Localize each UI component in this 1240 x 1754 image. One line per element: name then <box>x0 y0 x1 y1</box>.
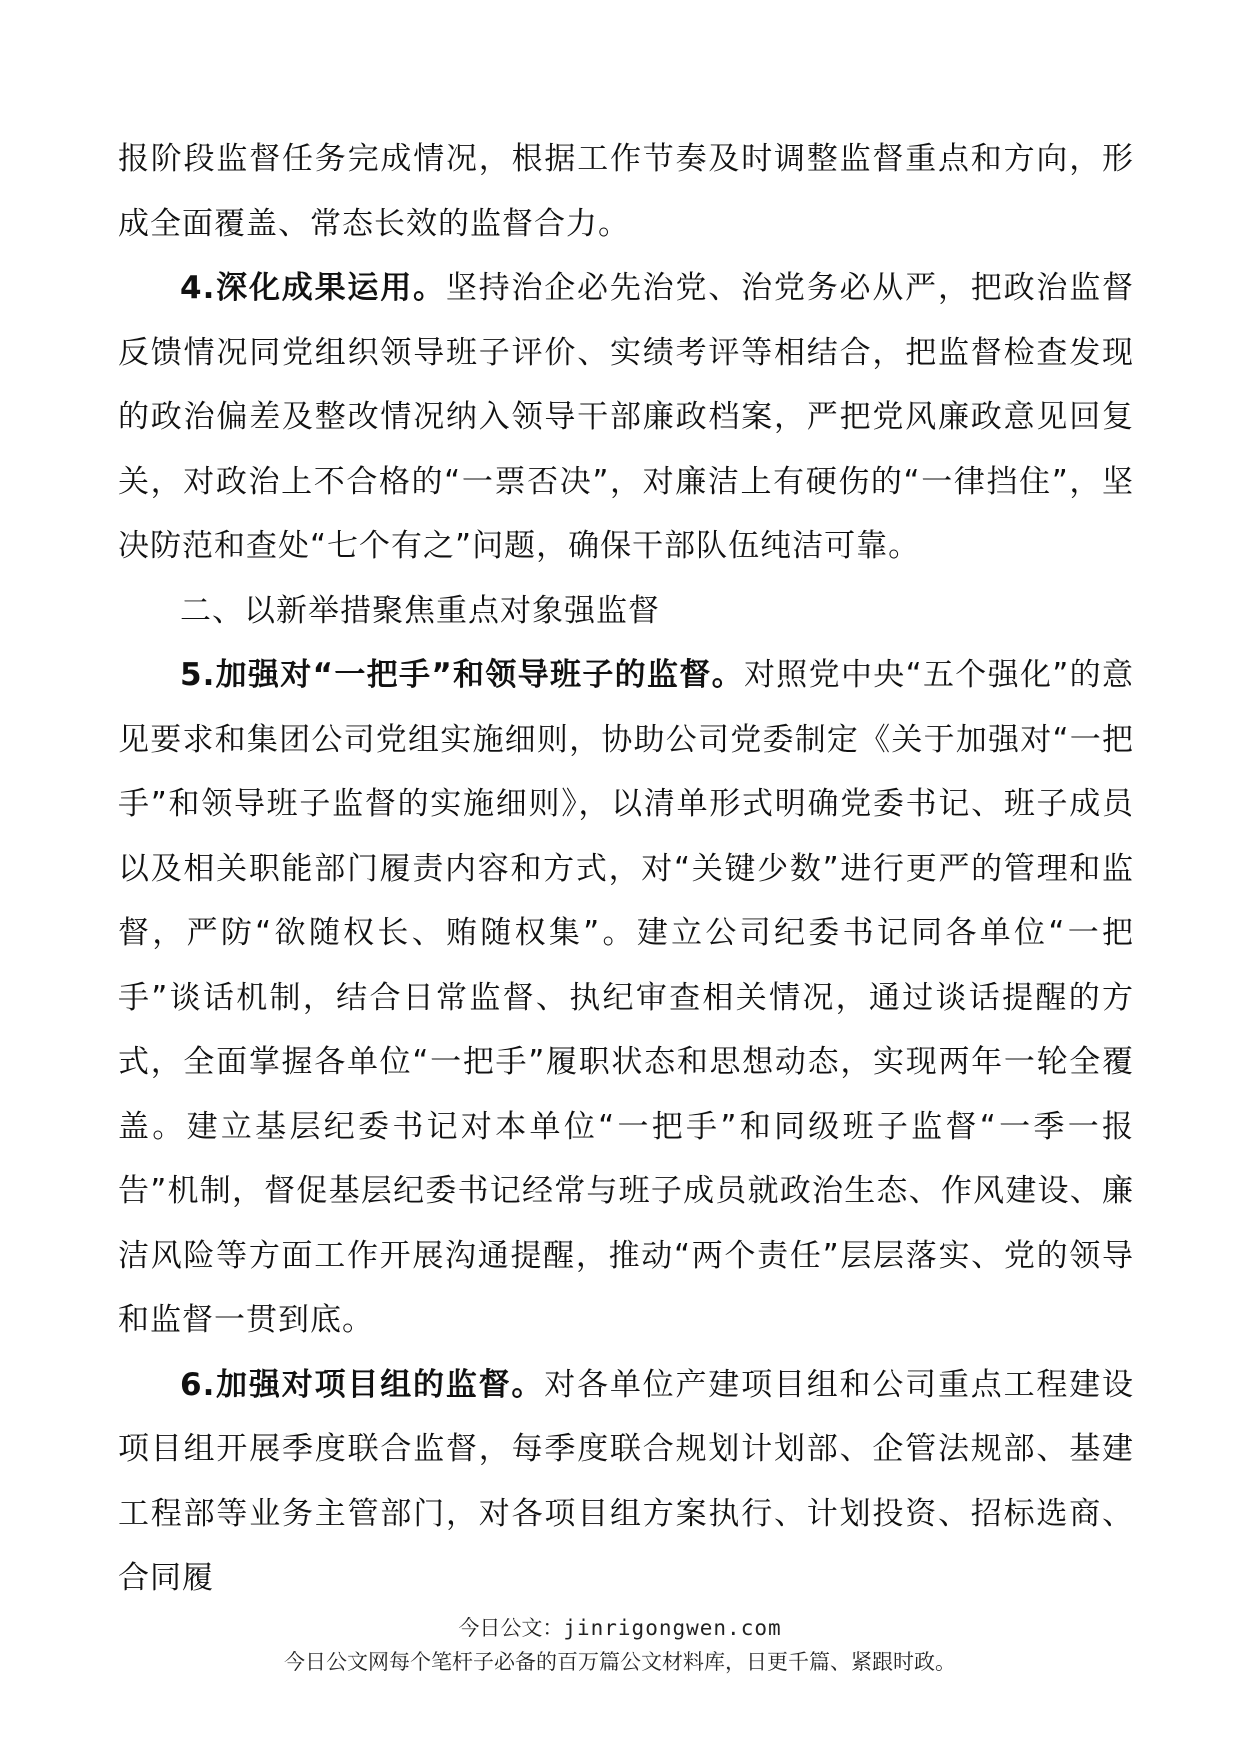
paragraph-5 <box>118 643 1134 1353</box>
footer-site-label: 今日公文： <box>458 1616 564 1640</box>
paragraph-heading: 6.加强对项目组的监督。 <box>180 1366 545 1403</box>
paragraph-text: 报阶段监督任务完成情况，根据工作节奏及时调整监督重点和方向，形成全面覆盖、常态长效的监督合力。 <box>118 141 1134 242</box>
section-heading-2 <box>118 579 1134 644</box>
document-body <box>118 127 1134 1611</box>
paragraph-text: 对照党中央“五个强化”的意见要求和集团公司党组实施细则，协助公司党委制定《关于加强对“一把手”和领导班子监督的实施细则》，以清单形式明确党委书记、班子成员以及相关职能部门履责内容和方式，对“关键少数”进行更严的管理和监督，严防“欲随权长、贿随权集”。建立公司纪委书记同各单位“一把手”谈话机制，结合日常监督、执纪审查相关情况，通过谈话提醒的方式，全面掌握各单位“一把手”履职状态和思想动态，实现两年一轮全覆盖。建立基层纪委书记对本单位“一把手”和同级班子监督“一季一报告”机制，督促基层纪委书记经常与班子成员就政治生态、作风建设、廉洁风险等方面工作开展沟通提醒，推动“两个责任”层层落实、党的领导和监督一贯到底。 <box>118 657 1135 1338</box>
footer-site <box>0 1612 1240 1642</box>
paragraph-heading: 5.加强对“一把手”和领导班子的监督。 <box>180 657 744 693</box>
paragraph-continuation <box>118 127 1134 256</box>
footer-slogan: 今日公文网每个笔杆子必备的百万篇公文材料库，日更千篇、紧跟时政。 <box>284 1650 956 1674</box>
footer-site-link[interactable]: jinrigongwen.com <box>563 1616 782 1640</box>
paragraph-4 <box>118 256 1134 579</box>
paragraph-6 <box>118 1353 1134 1611</box>
paragraph-text: 坚持治企必先治党、治党务必从严，把政治监督反馈情况同党组织领导班子评价、实绩考评等相结合，把监督检查发现的政治偏差及整改情况纳入领导干部廉政档案，严把党风廉政意见回复关，对政治上不合格的“一票否决”，对廉洁上有硬伤的“一律挡住”，坚决防范和查处“七个有之”问题，确保干部队伍纯洁可靠。 <box>118 270 1134 564</box>
section-heading-text: 二、以新举措聚焦重点对象强监督 <box>180 592 660 629</box>
paragraph-heading: 4.深化成果运用。 <box>180 270 446 306</box>
paragraph-text: 对各单位产建项目组和公司重点工程建设项目组开展季度联合监督，每季度联合规划计划部、企管法规部、基建工程部等业务主管部门，对各项目组方案执行、计划投资、招标选商、合同履 <box>118 1366 1134 1596</box>
